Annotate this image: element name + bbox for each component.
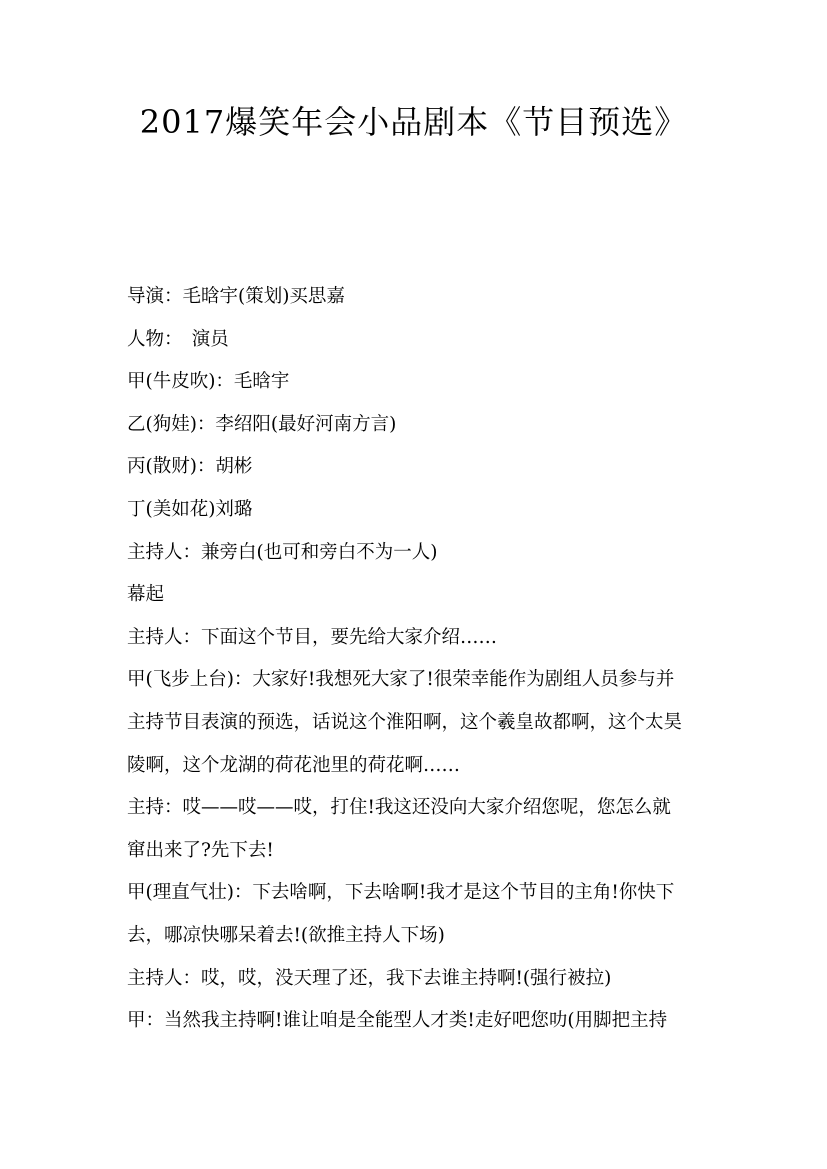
text-line: 甲(理直气壮)：下去啥啊，下去啥啊!我才是这个节目的主角!你快下 <box>127 882 675 904</box>
text-line: 甲(飞步上台)：大家好!我想死大家了!很荣幸能作为剧组人员参与并 <box>127 669 675 691</box>
text-line: 主持人：兼旁白(也可和旁白不为一人) <box>127 541 438 563</box>
text-line: 幕起 <box>127 584 165 606</box>
text-line: 导演：毛晗宇(策划)买思嘉 <box>127 286 345 307</box>
text-line: 主持：哎——哎——哎，打住!我这还没向大家介绍您呢，您怎么就 <box>127 797 671 819</box>
text-line: 丙(散财)：胡彬 <box>127 456 253 478</box>
text-line: 陵啊，这个龙湖的荷花池里的荷花啊…… <box>127 754 461 776</box>
document-body <box>127 282 701 1049</box>
text-line: 主持人：下面这个节目，要先给大家介绍…… <box>127 626 498 648</box>
text-line: 主持节目表演的预选，话说这个淮阳啊，这个羲皇故都啊，这个太昊 <box>127 711 683 733</box>
text-line: 窜出来了?先下去! <box>127 839 274 861</box>
text-line: 乙(狗娃)：李绍阳(最好河南方言) <box>127 413 397 435</box>
text-line: 主持人：哎，哎，没天理了还，我下去谁主持啊!(强行被拉) <box>127 967 612 989</box>
text-line: 丁(美如花)刘璐 <box>127 498 253 520</box>
text-line: 去，哪凉快哪呆着去!(欲推主持人下场) <box>127 924 445 946</box>
text-line: 人物： 演员 <box>127 328 229 350</box>
text-line: 甲(牛皮吹)：毛晗宇 <box>127 371 290 393</box>
document-title: 2017爆笑年会小品剧本《节目预选》 <box>139 103 688 141</box>
text-line: 甲：当然我主持啊!谁让咱是全能型人才类!走好吧您叻(用脚把主持 <box>127 1010 668 1032</box>
